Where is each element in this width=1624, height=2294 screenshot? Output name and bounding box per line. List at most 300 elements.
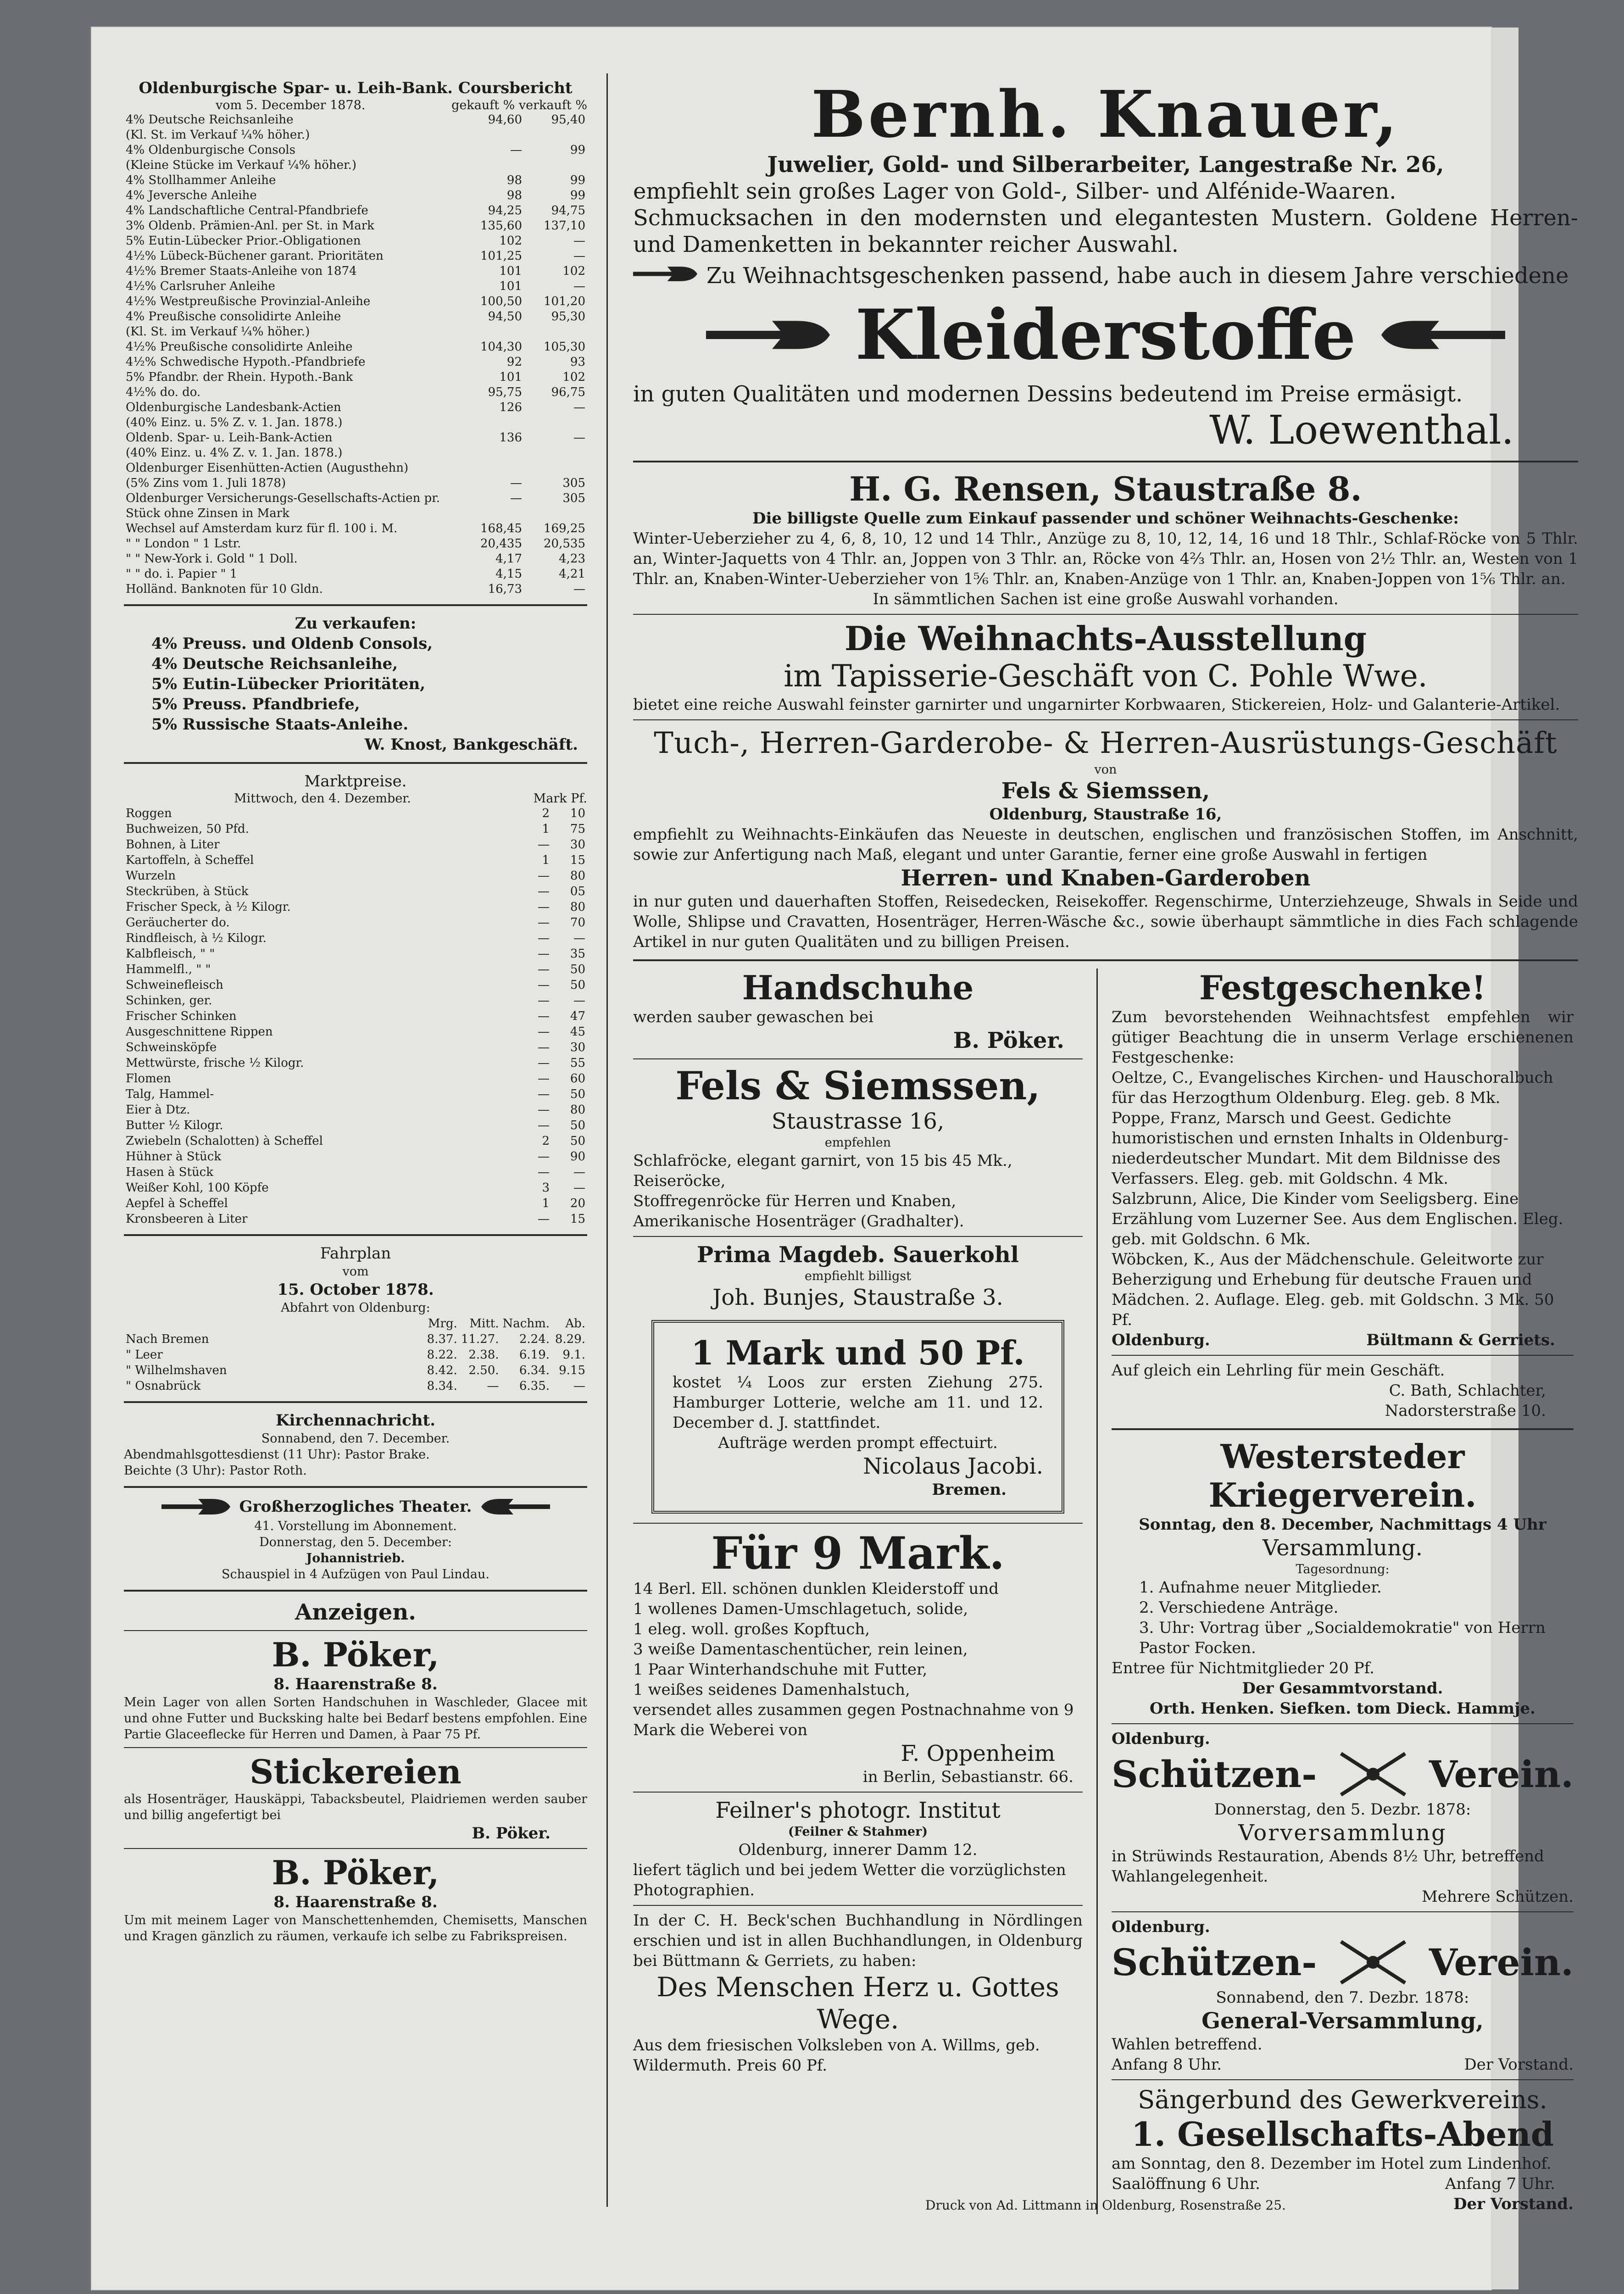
schuetzen-title: General-Versammlung, bbox=[1201, 2008, 1484, 2034]
rate-bought: 100,50 bbox=[480, 295, 522, 308]
bath-address: Nadorsterstraße 10. bbox=[1385, 1402, 1546, 1420]
rate-bought: — bbox=[510, 491, 522, 505]
table-row bbox=[124, 188, 587, 203]
feilner-text: liefert täglich und bei jedem Wetter die vorzüglichsten Photographien. bbox=[633, 1861, 1066, 1899]
rate-name: (Kl. St. im Verkauf ¼% höher.) bbox=[126, 128, 310, 142]
price-name: Butter ½ Kilogr. bbox=[126, 1119, 223, 1132]
rate-name: Wechsel auf Amsterdam kurz für fl. 100 i. M. bbox=[126, 522, 398, 535]
saenger-title: Sängerbund des Gewerkvereins. bbox=[1138, 2085, 1547, 2114]
rate-name: 4½% Schwedische Hypoth.-Pfandbriefe bbox=[126, 355, 366, 369]
gloves-ad bbox=[633, 969, 1083, 1054]
list-item: 14 Berl. Ell. schönen dunklen Kleiderstoff und bbox=[633, 1580, 999, 1598]
timetable-time: 2.50. bbox=[468, 1364, 499, 1377]
fest-city: Oldenburg. bbox=[1112, 1331, 1210, 1349]
table-row bbox=[124, 899, 587, 915]
table-row bbox=[124, 1008, 587, 1024]
rate-bought: 94,60 bbox=[488, 113, 522, 127]
price-name: Buchweizen, 50 Pfd. bbox=[126, 822, 249, 836]
divider bbox=[633, 1058, 1083, 1059]
price-name: Flomen bbox=[126, 1072, 171, 1086]
loewenthal-headline: Kleiderstoffe bbox=[855, 295, 1356, 375]
rate-bought bbox=[461, 158, 524, 173]
pohle-ad bbox=[633, 619, 1578, 715]
feilner-address: Oldenburg, innerer Damm 12. bbox=[738, 1841, 978, 1859]
rate-sold: — bbox=[573, 279, 585, 293]
list-item: 5% Preuss. Pfandbriefe, bbox=[151, 695, 360, 713]
printer-footer: Druck von Ad. Littmann in Oldenburg, Rosenstraße 25. bbox=[925, 2198, 1286, 2213]
divider bbox=[124, 604, 587, 606]
for-sale-title: Zu verkaufen: bbox=[295, 614, 417, 633]
church-line2: Beichte (3 Uhr): Pastor Roth. bbox=[124, 1464, 307, 1478]
table-row bbox=[124, 309, 587, 324]
table-row bbox=[124, 1133, 587, 1149]
lottery-ad bbox=[651, 1320, 1064, 1514]
table-row bbox=[124, 491, 587, 521]
list-item: Oeltze, C., Evangelisches Kirchen- und Hauschoralbuch für das Herzogthum Oldenburg. Eleg. geb. 8 Mk. bbox=[1112, 1069, 1553, 1107]
table-row bbox=[124, 430, 587, 445]
price-pf: 80 bbox=[570, 1103, 585, 1117]
price-pf: 35 bbox=[570, 947, 585, 961]
rate-name: " " do. i. Papier " 1 bbox=[126, 567, 238, 581]
table-row bbox=[124, 1363, 587, 1378]
divider bbox=[633, 1905, 1083, 1906]
list-item: 4% Deutsche Reichsanleihe, bbox=[151, 655, 398, 673]
rensen-line3: In sämmtlichen Sachen ist eine große Auswahl vorhanden. bbox=[873, 590, 1339, 608]
rate-name: 4% Deutsche Reichsanleihe bbox=[126, 113, 294, 127]
feilner-ad bbox=[633, 1797, 1083, 1900]
price-mark: — bbox=[538, 947, 550, 961]
krieger-versammlung: Versammlung. bbox=[1262, 1535, 1423, 1561]
table-row bbox=[124, 993, 587, 1008]
divider bbox=[124, 1848, 587, 1849]
rate-name: (40% Einz. u. 4% Z. v. 1. Jan. 1878.) bbox=[126, 446, 343, 460]
rate-sold: — bbox=[573, 431, 585, 445]
theater-notice bbox=[124, 1495, 587, 1582]
rate-bought: 136 bbox=[499, 431, 522, 445]
price-name: Zwiebeln (Schalotten) à Scheffel bbox=[126, 1134, 323, 1148]
divider bbox=[1112, 1428, 1574, 1430]
market-col-pf: Pf. bbox=[571, 791, 587, 806]
divider bbox=[633, 959, 1578, 961]
rate-name: " " London " 1 Lstr. bbox=[126, 537, 241, 551]
poker-text: Um mit meinem Lager von Manschettenhemden, Chemisetts, Manschen und Kragen gänzlich zu räumen, verkaufe ich selbe zu Fabrikspreisen. bbox=[124, 1913, 587, 1943]
right-column bbox=[633, 78, 1578, 2214]
crossed-rifles-icon bbox=[1336, 1937, 1410, 1988]
price-mark: 2 bbox=[542, 807, 550, 820]
price-mark: — bbox=[538, 1072, 550, 1086]
table-row bbox=[124, 1040, 587, 1055]
rate-bought: 101 bbox=[499, 264, 522, 278]
price-name: Hasen à Stück bbox=[126, 1165, 214, 1179]
table-row bbox=[124, 279, 587, 294]
schuetzen-text: in Strüwinds Restauration, Abends 8½ Uhr, betreffend Wahlangelegenheit. bbox=[1112, 1847, 1544, 1886]
price-mark: — bbox=[538, 978, 550, 992]
table-row bbox=[124, 128, 587, 143]
table-row bbox=[124, 415, 587, 430]
market-date: Mittwoch, den 4. Dezember. bbox=[234, 791, 411, 806]
lottery-text2: Aufträge werden prompt effectuirt. bbox=[718, 1434, 998, 1452]
pointing-hand-icon bbox=[633, 262, 697, 285]
list-item: 5% Russische Staats-Anleihe. bbox=[151, 715, 409, 734]
fels2-emp: empfehlen bbox=[824, 1136, 891, 1150]
timetable-sub1: vom bbox=[342, 1264, 369, 1279]
table-row bbox=[124, 930, 587, 946]
table-row bbox=[124, 977, 587, 993]
rate-bought: 102 bbox=[499, 234, 522, 248]
price-name: Bohnen, à Liter bbox=[126, 838, 220, 852]
fels-name: Fels & Siemssen, bbox=[1001, 778, 1210, 804]
price-mark: — bbox=[538, 900, 550, 914]
price-mark: — bbox=[538, 1119, 550, 1132]
poker-ad-1 bbox=[124, 1636, 587, 1743]
poker-name: B. Pöker, bbox=[272, 1853, 439, 1892]
timetable-sub3: Abfahrt von Oldenburg: bbox=[281, 1301, 430, 1315]
timetable-title: Fahrplan bbox=[320, 1244, 391, 1263]
fels-text: empfiehlt zu Weihnachts-Einkäufen das Neueste in deutschen, englischen und französischen Stoffen, im Anschnitt, sowie zur Anfertigung nach Maß, elegant und unter Garantie, ferner eine große Auswahl in fertigen bbox=[633, 825, 1578, 864]
saenger-sub: 1. Gesellschafts-Abend bbox=[1131, 2115, 1554, 2154]
rate-bought: 4,17 bbox=[495, 552, 522, 566]
rate-name: 4% Jeversche Anleihe bbox=[126, 189, 257, 202]
divider bbox=[1112, 1723, 1574, 1724]
list-item: 1 wollenes Damen-Umschlagetuch, solide, bbox=[633, 1600, 968, 1618]
list-item: versendet alles zusammen gegen Postnachnahme von 9 Mark die Weberei von bbox=[633, 1701, 1074, 1739]
table-row bbox=[124, 1180, 587, 1196]
rate-bought: 168,45 bbox=[480, 522, 522, 535]
divider bbox=[124, 1630, 587, 1631]
left-column bbox=[124, 78, 587, 1944]
timetable-destination: " Osnabrück bbox=[126, 1379, 201, 1393]
rate-bought: 16,73 bbox=[488, 582, 522, 596]
fels-bold: Herren- und Knaben-Garderoben bbox=[901, 865, 1311, 891]
rate-name: 4% Stollhammer Anleihe bbox=[126, 173, 276, 187]
price-pf: — bbox=[573, 994, 585, 1008]
rate-sold: 93 bbox=[570, 355, 585, 369]
ads-title: Anzeigen. bbox=[295, 1599, 416, 1625]
rensen-name: H. G. Rensen, Staustraße 8. bbox=[849, 469, 1362, 508]
market-title: Marktpreise. bbox=[304, 772, 407, 791]
rate-bought: 135,60 bbox=[480, 219, 522, 233]
market-table bbox=[124, 806, 587, 1227]
price-pf: 75 bbox=[570, 822, 585, 836]
beck-text: In der C. H. Beck'schen Buchhandlung in Nördlingen erschien und ist in allen Buchhandlungen, in Oldenburg bei Büttmann & Gerriets, zu haben: bbox=[633, 1911, 1083, 1970]
table-row bbox=[124, 946, 587, 962]
schuetzen-sign: Der Vorstand. bbox=[1464, 2055, 1574, 2074]
price-pf: 55 bbox=[570, 1056, 585, 1070]
saenger-l2: Saalöffnung 6 Uhr. bbox=[1112, 2175, 1260, 2193]
poker-name: B. Pöker, bbox=[272, 1635, 439, 1674]
fels-von: von bbox=[1094, 763, 1117, 777]
divider bbox=[1112, 1911, 1574, 1912]
theater-line2: Donnerstag, den 5. December: bbox=[259, 1535, 452, 1549]
exchange-col-sold: verkauft % bbox=[518, 98, 587, 112]
price-pf: 15 bbox=[570, 853, 585, 867]
lottery-city: Bremen. bbox=[932, 1481, 1007, 1499]
price-mark: — bbox=[538, 1150, 550, 1164]
table-row bbox=[124, 234, 587, 249]
schuetzen-city: Oldenburg. bbox=[1112, 1918, 1210, 1936]
rate-bought: 95,75 bbox=[488, 385, 522, 399]
bunjes-ad bbox=[633, 1242, 1083, 1311]
price-name: Frischer Schinken bbox=[126, 1009, 237, 1023]
market-col-mark: Mark bbox=[533, 791, 567, 806]
table-row bbox=[124, 837, 587, 852]
table-row bbox=[124, 821, 587, 837]
rate-bought: 20,435 bbox=[480, 537, 522, 551]
rate-name: 4½% Westpreußische Provinzial-Anleihe bbox=[126, 295, 371, 308]
price-mark: — bbox=[538, 931, 550, 945]
poker-address: 8. Haarenstraße 8. bbox=[273, 1893, 438, 1911]
table-row bbox=[124, 884, 587, 899]
rate-sold: 95,30 bbox=[551, 310, 585, 323]
knauer-name: Bernh. Knauer, bbox=[811, 77, 1400, 152]
price-mark: — bbox=[538, 1212, 550, 1226]
divider bbox=[633, 1236, 1083, 1237]
divider bbox=[124, 762, 587, 764]
table-row bbox=[124, 582, 587, 597]
rensen-line2: Winter-Ueberzieher zu 4, 6, 8, 10, 12 und 14 Thlr., Anzüge zu 8, 10, 12, 14, 16 und 18 Thlr., Schlaf-Röcke von 5 Thlr. an, Winter-Jaquetts von 4 Thlr. an, Joppen von 3 Thlr. an, Röcke von 4⅔ Thlr. an, Hosen von 2½ Thlr. an, Westen von 1 Thlr. an, Knaben-Winter-Ueberzieher von 1⅚ Thlr. an, Knaben-Anzüge von 1 Thlr. an, Knaben-Joppen von 1⅚ Thlr. an. bbox=[633, 529, 1578, 588]
rate-sold: 96,75 bbox=[551, 385, 585, 399]
church-notice bbox=[124, 1410, 587, 1479]
timetable-time: — bbox=[487, 1379, 499, 1393]
saenger-sign: Der Vorstand. bbox=[1453, 2195, 1574, 2213]
feilner-title: Feilner's photogr. Institut bbox=[715, 1798, 1001, 1823]
timetable-col-header: Mitt. bbox=[469, 1317, 499, 1331]
list-item: 1. Aufnahme neuer Mitglieder. bbox=[1139, 1578, 1382, 1597]
embroidery-title: Stickereien bbox=[250, 1752, 462, 1791]
table-row bbox=[124, 806, 587, 821]
price-pf: 47 bbox=[570, 1009, 585, 1023]
price-mark: — bbox=[538, 1056, 550, 1070]
rate-bought: 98 bbox=[506, 173, 522, 187]
theater-line4: Schauspiel in 4 Aufzügen von Paul Lindau. bbox=[221, 1567, 489, 1581]
oppenheim-ad bbox=[633, 1528, 1083, 1787]
table-row bbox=[124, 1086, 587, 1102]
table-row bbox=[124, 1071, 587, 1086]
table-row bbox=[124, 852, 587, 868]
krieger-entree: Entree für Nichtmitglieder 20 Pf. bbox=[1112, 1659, 1374, 1677]
rate-sold: 305 bbox=[562, 491, 585, 505]
rate-name: 4½% Lübeck-Büchener garant. Prioritäten bbox=[126, 249, 384, 263]
poker-address: 8. Haarenstraße 8. bbox=[273, 1675, 438, 1693]
table-row bbox=[124, 536, 587, 551]
table-row bbox=[124, 461, 587, 476]
price-mark: — bbox=[538, 994, 550, 1008]
table-row bbox=[124, 1102, 587, 1118]
theater-play: Johannistrieb. bbox=[306, 1551, 405, 1565]
price-name: Schinken, ger. bbox=[126, 994, 212, 1008]
rate-name: 4½% Carlsruher Anleihe bbox=[126, 279, 275, 293]
embroidery-ad bbox=[124, 1753, 587, 1843]
price-name: Aepfel à Scheffel bbox=[126, 1197, 228, 1210]
timetable-col-header: Mrg. bbox=[428, 1317, 457, 1331]
list-item: Amerikanische Hosenträger (Gradhalter). bbox=[633, 1212, 964, 1231]
lower-right-left-column bbox=[633, 969, 1096, 2214]
rate-bought bbox=[461, 415, 524, 430]
timetable-date: 15. October 1878. bbox=[277, 1281, 434, 1299]
price-mark: — bbox=[538, 1041, 550, 1054]
price-pf: 60 bbox=[570, 1072, 585, 1086]
rate-sold: 105,30 bbox=[544, 340, 585, 354]
oppenheim-title: Für 9 Mark. bbox=[711, 1527, 1005, 1579]
price-mark: — bbox=[538, 1009, 550, 1023]
divider bbox=[124, 1486, 587, 1488]
bunjes-text: empfiehlt billigst bbox=[804, 1269, 912, 1283]
krieger-date: Sonntag, den 8. December, Nachmittags 4 Uhr bbox=[1139, 1515, 1546, 1534]
gloves-text: werden sauber gewaschen bei bbox=[633, 1008, 873, 1026]
schuetzen-right: Verein. bbox=[1429, 1753, 1574, 1796]
list-item: 2. Verschiedene Anträge. bbox=[1139, 1598, 1339, 1617]
fest-title: Festgeschenke! bbox=[1199, 968, 1486, 1007]
table-row bbox=[124, 340, 587, 355]
rate-bought: — bbox=[510, 476, 522, 490]
rate-name: Holländ. Banknoten für 10 Gldn. bbox=[126, 582, 323, 596]
timetable-col-header: Nachm. bbox=[502, 1317, 550, 1331]
timetable-time: 6.19. bbox=[519, 1348, 550, 1362]
table-row bbox=[124, 1331, 587, 1347]
schuetzen-left: Schützen- bbox=[1112, 1753, 1317, 1796]
festgeschenke-ad bbox=[1112, 969, 1574, 1350]
table-row bbox=[124, 249, 587, 264]
price-mark: — bbox=[538, 1103, 550, 1117]
table-row bbox=[124, 385, 587, 400]
rate-bought: 94,50 bbox=[488, 310, 522, 323]
rate-sold bbox=[524, 415, 587, 430]
schuetzen-date: Donnerstag, den 5. Dezbr. 1878: bbox=[1214, 1800, 1471, 1819]
list-item: Poppe, Franz, Marsch und Geest. Gedichte humoristischen und ernsten Inhalts in Oldenburg-niederdeutscher Mundart. Mit dem Bildnisse des Verfassers. Eleg. geb. mit Goldschn. 4 Mk. bbox=[1112, 1109, 1508, 1188]
krieger-vorstand: Der Gesammtvorstand. bbox=[1242, 1679, 1443, 1698]
rate-sold: 99 bbox=[570, 143, 585, 157]
price-pf: 15 bbox=[570, 1212, 585, 1226]
list-item: Salzbrunn, Alice, Die Kinder vom Seeligsberg. Eine Erzählung vom Luzerner See. Aus dem Englischen. Eleg. geb. mit Goldschn. 6 Mk. bbox=[1112, 1190, 1563, 1248]
theater-title: Großherzogliches Theater. bbox=[239, 1498, 472, 1516]
price-name: Roggen bbox=[126, 807, 172, 820]
krieger-tages: Tagesordnung: bbox=[1296, 1562, 1390, 1576]
rate-bought: 101 bbox=[499, 370, 522, 384]
fels-address: Oldenburg, Staustraße 16, bbox=[989, 805, 1222, 824]
price-name: Kronsbeeren à Liter bbox=[126, 1212, 248, 1226]
timetable-destination: " Leer bbox=[126, 1348, 163, 1362]
saenger-l3: Anfang 7 Uhr. bbox=[1445, 2175, 1555, 2193]
list-item: 1 eleg. woll. großes Kopftuch, bbox=[633, 1620, 870, 1638]
divider bbox=[124, 1234, 587, 1236]
price-pf: 50 bbox=[570, 963, 585, 976]
table-row bbox=[124, 1196, 587, 1211]
table-row bbox=[124, 355, 587, 370]
price-mark: — bbox=[538, 869, 550, 883]
price-pf: 05 bbox=[570, 885, 585, 898]
table-row bbox=[124, 1055, 587, 1071]
price-mark: 1 bbox=[542, 853, 550, 867]
price-mark: — bbox=[538, 916, 550, 930]
price-pf: — bbox=[573, 931, 585, 945]
price-pf: 70 bbox=[570, 916, 585, 930]
pohle-text: bietet eine reiche Auswahl feinster garnirter und ungarnirter Korbwaaren, Stickereien, Holz- und Galanterie-Artikel. bbox=[633, 696, 1560, 714]
table-row bbox=[124, 521, 587, 536]
rate-bought: — bbox=[510, 143, 522, 157]
table-row bbox=[124, 1347, 587, 1363]
divider bbox=[633, 614, 1578, 615]
rate-bought bbox=[461, 128, 524, 143]
rate-bought: 126 bbox=[499, 401, 522, 414]
rate-sold: 101,20 bbox=[544, 295, 585, 308]
table-row bbox=[124, 264, 587, 279]
price-name: Talg, Hammel- bbox=[126, 1087, 214, 1101]
price-mark: — bbox=[538, 1025, 550, 1039]
loewenthal-intro: Zu Weihnachtsgeschenken passend, habe auch in diesem Jahre verschiedene bbox=[706, 263, 1569, 289]
gloves-sign: B. Pöker. bbox=[953, 1028, 1064, 1053]
price-pf: 80 bbox=[570, 869, 585, 883]
knauer-ad bbox=[633, 78, 1578, 258]
timetable-destination: Nach Bremen bbox=[126, 1332, 209, 1346]
rate-name: 4½% Bremer Staats-Anleihe von 1874 bbox=[126, 264, 357, 278]
rate-sold: 95,40 bbox=[551, 113, 585, 127]
divider bbox=[124, 1590, 587, 1592]
rate-bought: 92 bbox=[506, 355, 522, 369]
oppenheim-name: F. Oppenheim bbox=[901, 1741, 1055, 1766]
table-row bbox=[124, 1024, 587, 1040]
price-pf: 50 bbox=[570, 1134, 585, 1148]
divider bbox=[633, 461, 1578, 462]
rate-name: (Kl. St. im Verkauf ¼% höher.) bbox=[126, 325, 310, 339]
rate-bought: 94,25 bbox=[488, 204, 522, 217]
rate-name: Oldenb. Spar- u. Leih-Bank-Actien bbox=[126, 431, 333, 445]
rate-bought: 104,30 bbox=[480, 340, 522, 354]
loewenthal-sign: W. Loewenthal. bbox=[1209, 407, 1514, 453]
rate-name: 4½% Preußische consolidirte Anleihe bbox=[126, 340, 353, 354]
list-item: 3 weiße Damentaschentücher, rein leinen, bbox=[633, 1640, 968, 1659]
price-name: Hammelfl., " " bbox=[126, 963, 211, 976]
price-pf: 45 bbox=[570, 1025, 585, 1039]
schuetzen-sign: Mehrere Schützen. bbox=[1422, 1888, 1574, 1906]
timetable-col-header: Ab. bbox=[565, 1317, 585, 1331]
exchange-table bbox=[124, 112, 587, 597]
rate-name: Oldenburger Versicherungs-Gesellschafts-Actien pr. Stück ohne Zinsen in Mark bbox=[126, 491, 440, 520]
church-title: Kirchennachricht. bbox=[275, 1411, 436, 1430]
price-pf: 30 bbox=[570, 1041, 585, 1054]
rate-sold: — bbox=[573, 582, 585, 596]
timetable-time: 8.37. bbox=[427, 1332, 457, 1346]
divider bbox=[633, 1523, 1083, 1524]
rate-sold: 4,23 bbox=[559, 552, 585, 566]
table-row bbox=[124, 173, 587, 188]
beck-text2: Aus dem friesischen Volksleben von A. Willms, geb. Wildermuth. Preis 60 Pf. bbox=[633, 2036, 1040, 2075]
pointing-hand-icon bbox=[699, 314, 837, 356]
exchange-date: vom 5. December 1878. bbox=[216, 98, 366, 112]
price-pf: 50 bbox=[570, 1087, 585, 1101]
price-name: Geräucherter do. bbox=[126, 916, 230, 930]
list-item: Schlafröcke, elegant garnirt, von 15 bis 45 Mk., bbox=[633, 1152, 1012, 1170]
exchange-report bbox=[124, 78, 587, 597]
table-row bbox=[124, 1211, 587, 1227]
rate-name: 4% Landschaftliche Central-Pfandbriefe bbox=[126, 204, 368, 217]
price-pf: 80 bbox=[570, 900, 585, 914]
price-name: Eier à Dtz. bbox=[126, 1103, 190, 1117]
rate-name: 5% Eutin-Lübecker Prior.-Obligationen bbox=[126, 234, 361, 248]
price-pf: 50 bbox=[570, 1119, 585, 1132]
bath-ad bbox=[1112, 1360, 1574, 1421]
knauer-line1: Juwelier, Gold- und Silberarbeiter, Langestraße Nr. 26, bbox=[767, 152, 1444, 178]
beck-ad bbox=[633, 1910, 1083, 2076]
rate-name: 3% Oldenb. Prämien-Anl. per St. in Mark bbox=[126, 219, 374, 233]
price-pf: — bbox=[573, 1181, 585, 1195]
rate-sold: 99 bbox=[570, 173, 585, 187]
lottery-text: kostet ¼ Loos zur ersten Ziehung 275. Hamburger Lotterie, welche am 11. und 12. December d. J. stattfindet. bbox=[673, 1373, 1043, 1432]
fels-ad-1 bbox=[633, 725, 1578, 952]
schuetzen-right: Verein. bbox=[1429, 1941, 1574, 1984]
timetable-time: 11.27. bbox=[461, 1332, 499, 1346]
price-mark: — bbox=[538, 885, 550, 898]
table-row bbox=[124, 1164, 587, 1180]
